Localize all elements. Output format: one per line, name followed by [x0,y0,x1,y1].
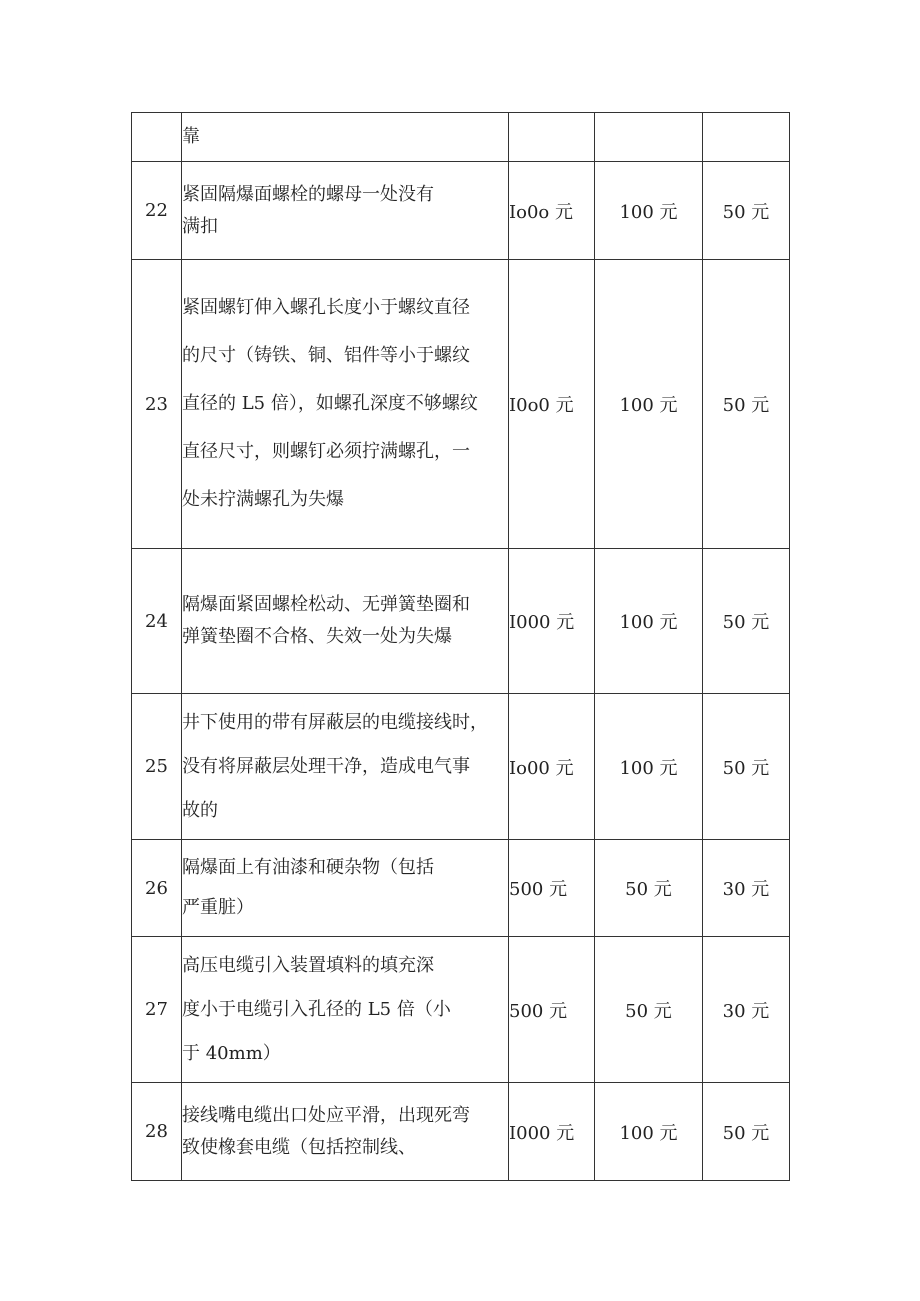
penalty-amount-3: 50 元 [703,694,790,840]
row-number: 26 [132,840,182,937]
penalty-amount-1: 500 元 [509,937,595,1083]
table-row [132,113,790,162]
row-number [132,113,182,162]
table-row [132,162,790,260]
description-line: 没有将屏蔽层处理干净，造成电气事 [182,755,470,777]
row-number: 28 [132,1083,182,1181]
description-line: 高压电缆引入装置填料的填充深 [182,954,434,976]
description-line: 隔爆面上有油漆和硬杂物（包括 [182,857,434,878]
row-description [182,162,509,260]
row-description [182,549,509,694]
description-line: 于 40mm） [182,1042,281,1064]
penalty-amount-2: 100 元 [595,694,703,840]
penalty-amount-1: I000 元 [509,549,595,694]
penalty-amount-2: 100 元 [595,1083,703,1181]
description-line: 直径的 L5 倍），如螺孔深度不够螺纹 [182,393,478,414]
description-line: 致使橡套电缆（包括控制线、 [182,1136,416,1158]
description-line: 处未拧满螺孔为失爆 [182,489,344,510]
description-line: 直径尺寸，则螺钉必须拧满螺孔，一 [182,441,470,462]
description-line: 靠 [182,126,200,147]
penalty-amount-3 [703,113,790,162]
penalty-amount-1: Io00 元 [509,694,595,840]
row-number: 27 [132,937,182,1083]
row-description [182,937,509,1083]
description-line: 的尺寸（铸铁、铜、铝件等小于螺纹 [182,345,470,366]
row-description [182,113,509,162]
penalty-amount-3: 50 元 [703,260,790,549]
description-line: 故的 [182,799,218,821]
table-row [132,260,790,549]
penalty-amount-1: I0o0 元 [509,260,595,549]
table-row [132,694,790,840]
row-number: 25 [132,694,182,840]
description-line: 弹簧垫圈不合格、失效一处为失爆 [182,626,452,647]
row-number: 24 [132,549,182,694]
description-line: 满扣 [182,215,218,237]
row-number: 23 [132,260,182,549]
penalty-amount-2: 100 元 [595,162,703,260]
row-description [182,260,509,549]
penalty-amount-2 [595,113,703,162]
description-line: 紧固隔爆面螺栓的螺母一处没有 [182,183,434,205]
penalty-amount-2: 100 元 [595,260,703,549]
penalty-amount-3: 50 元 [703,162,790,260]
penalty-amount-3: 50 元 [703,1083,790,1181]
description-line: 度小于电缆引入孔径的 L5 倍（小 [182,998,451,1020]
penalty-amount-3: 30 元 [703,937,790,1083]
penalty-amount-1: Io0o 元 [509,162,595,260]
penalty-amount-1 [509,113,595,162]
row-description [182,840,509,937]
penalty-amount-3: 50 元 [703,549,790,694]
penalty-table [131,112,790,1181]
description-line: 井下使用的带有屏蔽层的电缆接线时， [182,711,488,733]
penalty-amount-2: 50 元 [595,937,703,1083]
description-line: 紧固螺钉伸入螺孔长度小于螺纹直径 [182,297,470,318]
penalty-amount-1: I000 元 [509,1083,595,1181]
table-row [132,937,790,1083]
penalty-amount-2: 50 元 [595,840,703,937]
penalty-amount-3: 30 元 [703,840,790,937]
row-description [182,694,509,840]
description-line: 严重脏） [182,897,254,918]
row-number: 22 [132,162,182,260]
table-row [132,549,790,694]
row-description [182,1083,509,1181]
penalty-amount-2: 100 元 [595,549,703,694]
table-row [132,840,790,937]
description-line: 隔爆面紧固螺栓松动、无弹簧垫圈和 [182,594,470,615]
penalty-amount-1: 500 元 [509,840,595,937]
description-line: 接线嘴电缆出口处应平滑，出现死弯 [182,1104,470,1126]
table-row [132,1083,790,1181]
